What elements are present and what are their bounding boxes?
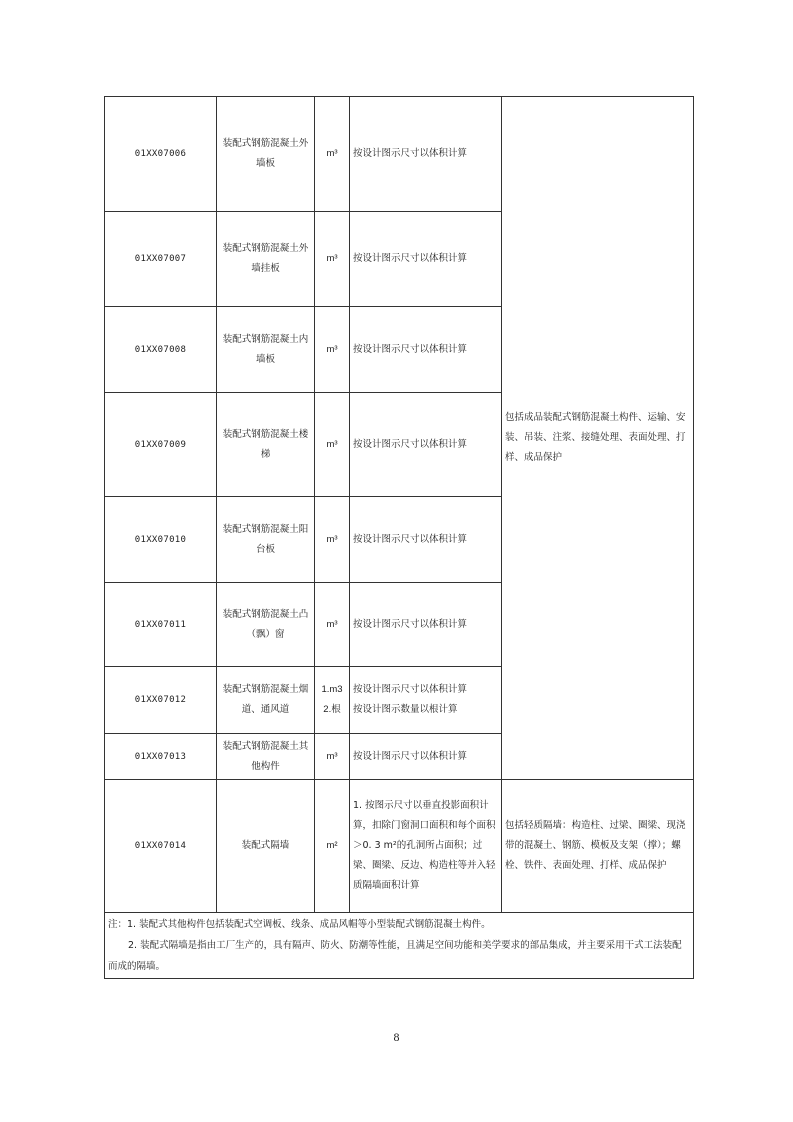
page-number: 8 [393, 1030, 400, 1044]
item-code: 01XX07008 [105, 307, 217, 393]
item-rule: 按设计图示尺寸以体积计算 [350, 583, 502, 667]
shared-work-content: 包括成品装配式钢筋混凝土构件、运输、安装、吊装、注浆、接缝处理、表面处理、打样、成品保护 [502, 97, 694, 780]
item-code: 01XX07009 [105, 393, 217, 497]
table-row [105, 780, 694, 913]
item-name: 装配式钢筋混凝土烟道、通风道 [217, 667, 315, 734]
item-name: 装配式钢筋混凝土凸（飘）窗 [217, 583, 315, 667]
item-code: 01XX07010 [105, 497, 217, 583]
item-code: 01XX07007 [105, 212, 217, 307]
item-work-content: 包括轻质隔墙：构造柱、过梁、圈梁、现浇带的混凝土、钢筋、模板及支架（撑）；螺栓、铁件、表面处理、打样、成品保护 [502, 780, 694, 913]
table-notes [105, 913, 694, 979]
item-code: 01XX07013 [105, 734, 217, 780]
item-name: 装配式钢筋混凝土外墙板 [217, 97, 315, 212]
item-name: 装配式钢筋混凝土内墙板 [217, 307, 315, 393]
item-rule: 按设计图示尺寸以体积计算 [350, 734, 502, 780]
item-name: 装配式钢筋混凝土楼梯 [217, 393, 315, 497]
item-unit: m³ [315, 97, 350, 212]
unit-line: 1.m3 [321, 684, 343, 695]
item-unit: m³ [315, 734, 350, 780]
unit-line: 2.根 [323, 704, 341, 715]
note-line: 2. 装配式隔墙是指由工厂生产的，具有隔声、防火、防潮等性能，且满足空间功能和美学要求的部品集成，并主要采用干式工法装配而成的隔墙。 [108, 940, 682, 972]
item-rule: 按设计图示尺寸以体积计算 [350, 97, 502, 212]
item-unit [315, 667, 350, 734]
item-unit: m³ [315, 497, 350, 583]
item-unit: m³ [315, 393, 350, 497]
item-unit: m³ [315, 307, 350, 393]
item-rule: 按设计图示尺寸以体积计算 [350, 212, 502, 307]
item-unit: m² [315, 780, 350, 913]
item-name: 装配式隔墙 [217, 780, 315, 913]
spec-table [104, 96, 694, 979]
item-rule: 1. 按图示尺寸以垂直投影面积计算，扣除门窗洞口面积和每个面积＞0. 3 m²的孔洞所占面积；过梁、圈梁、反边、构造柱等并入轻质隔墙面积计算 [350, 780, 502, 913]
table-row [105, 97, 694, 212]
item-name: 装配式钢筋混凝土外墙挂板 [217, 212, 315, 307]
item-name: 装配式钢筋混凝土阳台板 [217, 497, 315, 583]
item-unit: m³ [315, 583, 350, 667]
note-line: 注：1. 装配式其他构件包括装配式空调板、线条、成品风帽等小型装配式钢筋混凝土构件。 [108, 919, 491, 930]
item-name: 装配式钢筋混凝土其他构件 [217, 734, 315, 780]
rule-line: 按设计图示尺寸以体积计算 [353, 684, 468, 695]
item-code: 01XX07011 [105, 583, 217, 667]
item-rule: 按设计图示尺寸以体积计算 [350, 497, 502, 583]
rule-line: 按设计图示数量以根计算 [353, 704, 458, 715]
item-unit: m³ [315, 212, 350, 307]
item-rule: 按设计图示尺寸以体积计算 [350, 393, 502, 497]
item-rule [350, 667, 502, 734]
item-code: 01XX07012 [105, 667, 217, 734]
item-rule: 按设计图示尺寸以体积计算 [350, 307, 502, 393]
table-row [105, 913, 694, 979]
item-code: 01XX07014 [105, 780, 217, 913]
item-code: 01XX07006 [105, 97, 217, 212]
